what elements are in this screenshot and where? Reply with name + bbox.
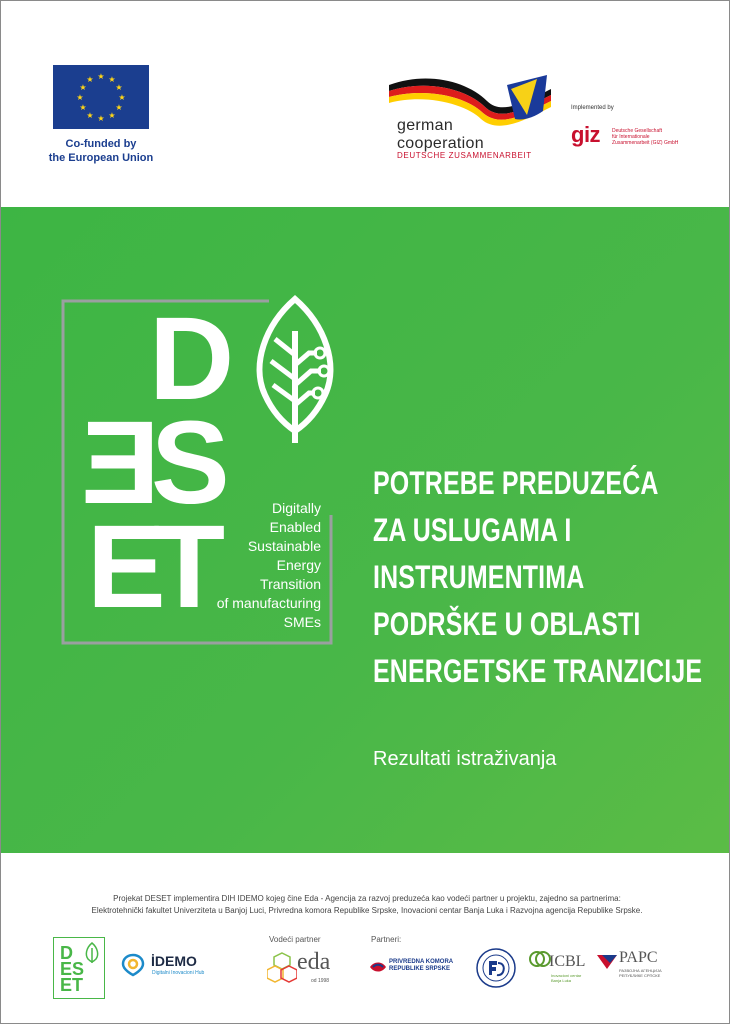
pk-emblem-icon xyxy=(369,959,387,975)
icbl-logo xyxy=(529,945,591,985)
tagline-line: Digitally xyxy=(271,500,321,516)
idemo-pin-icon xyxy=(121,953,145,977)
giz-line1: Deutsche Gesellschaft xyxy=(612,128,663,134)
tagline-line: SMEs xyxy=(283,614,321,630)
papc-emblem-icon xyxy=(597,951,619,971)
cover-green-band xyxy=(1,207,729,853)
giz-line2: für Internationale xyxy=(612,134,650,140)
statement-line1: Projekat DESET implementira DIH IDEMO kojeg čine Eda - Agencija za razvoj preduzeća kao vodeći partner u projektu, zajedno sa partnerima: xyxy=(113,894,621,903)
tagline-line: Enabled xyxy=(269,519,321,535)
papc-logo xyxy=(597,949,667,985)
title-line: POTREBE PREDUZEĆA xyxy=(373,465,659,501)
etf-seal-icon xyxy=(475,947,517,989)
svg-text:★: ★ xyxy=(79,83,87,92)
eu-flag-icon xyxy=(53,65,149,129)
report-subtitle: Rezultati istraživanja xyxy=(373,748,557,770)
svg-text:★: ★ xyxy=(76,93,84,102)
icbl-subtitle: Inovacioni centar Banja Luka xyxy=(551,973,582,983)
papc-sub-line1: РАЗВОЈНА АГЕНЦИЈА xyxy=(619,968,662,973)
leaf-circuit-icon xyxy=(245,295,345,445)
deset-letter-t: T xyxy=(153,501,224,633)
project-statement xyxy=(37,893,697,917)
title-line: ENERGETSKE TRANZICIJE xyxy=(373,653,703,689)
giz-line3: Zusammenarbeit (GIZ) GmbH xyxy=(612,140,679,146)
pk-line1: PRIVREDNA KOMORA xyxy=(389,959,454,965)
idemo-name: İDEMO xyxy=(151,953,197,969)
eu-label-line2: the European Union xyxy=(48,152,154,164)
icbl-name: ICBL xyxy=(549,953,586,970)
header xyxy=(1,1,729,207)
svg-text:★: ★ xyxy=(115,83,123,92)
deset-small-line: D xyxy=(60,943,73,963)
lead-partner-label: Vodeći partner xyxy=(269,935,321,944)
deset-letter-e-mirrored: E xyxy=(83,397,160,529)
svg-text:★: ★ xyxy=(86,75,94,84)
deutsche-zusammenarbeit-label: DEUTSCHE ZUSAMMENARBEIT xyxy=(397,151,532,160)
deset-letter-e: E xyxy=(87,501,164,633)
statement-line2: Elektrotehnički fakultet Univerziteta u Banjoj Luci, Privredna komora Republike Srpske, Inovacioni centar Banja Luka i Razvojna agencija Republike Srpske. xyxy=(91,906,643,915)
giz-full-name xyxy=(612,128,722,146)
svg-text:★: ★ xyxy=(97,114,105,123)
german-cooperation-label xyxy=(397,117,484,153)
svg-text:★: ★ xyxy=(108,75,116,84)
papc-name: PAPC xyxy=(619,949,658,966)
deset-letter-d: D xyxy=(149,293,233,425)
idemo-subtitle: Digitalni Inovacioni Hub xyxy=(152,970,205,976)
eu-label-line1: Co-funded by xyxy=(65,138,137,150)
pk-name xyxy=(389,959,453,973)
eda-hexagons-icon xyxy=(267,951,297,987)
icbl-circles-icon xyxy=(529,947,551,973)
tagline-line: Sustainable xyxy=(247,538,321,554)
report-title xyxy=(373,460,703,695)
title-line: INSTRUMENTIMA xyxy=(373,559,585,595)
leaf-small-icon xyxy=(84,942,100,964)
deset-small-logo xyxy=(53,937,105,999)
deset-letter-s: S xyxy=(151,397,228,529)
tagline-line: Transition xyxy=(260,576,321,592)
tagline-line: of manufacturing xyxy=(216,595,321,611)
tagline-line: Energy xyxy=(276,557,321,573)
idemo-logo xyxy=(121,953,231,983)
privredna-komora-logo xyxy=(369,957,464,979)
gc-line1: german xyxy=(397,117,454,134)
svg-text:★: ★ xyxy=(115,103,123,112)
svg-text:★: ★ xyxy=(118,93,126,102)
svg-text:★: ★ xyxy=(79,103,87,112)
implemented-by-label: Implemented by xyxy=(571,105,614,111)
svg-text:★: ★ xyxy=(86,111,94,120)
eda-name: eda xyxy=(297,949,331,975)
footer xyxy=(1,853,729,1023)
deset-small-line: ET xyxy=(60,975,84,995)
partners-label: Partneri: xyxy=(371,935,402,944)
deset-tagline xyxy=(191,499,321,632)
eu-cofunded-label xyxy=(41,137,161,165)
title-line: ZA USLUGAMA I xyxy=(373,512,572,548)
eda-logo xyxy=(267,949,347,989)
title-line: PODRŠKE U OBLASTI xyxy=(373,606,641,642)
pk-line2: REPUBLIKE SRPSKE xyxy=(389,966,451,972)
svg-text:★: ★ xyxy=(108,111,116,120)
deset-small-line: ES xyxy=(60,959,85,979)
papc-subtitle xyxy=(619,968,662,978)
svg-text:★: ★ xyxy=(97,72,105,81)
eda-subtitle: od 1998 xyxy=(311,978,330,984)
papc-sub-line2: РЕПУБЛИКЕ СРПСКЕ xyxy=(619,973,661,978)
giz-logo: giz xyxy=(571,122,601,147)
gc-line2: cooperation xyxy=(397,135,484,152)
